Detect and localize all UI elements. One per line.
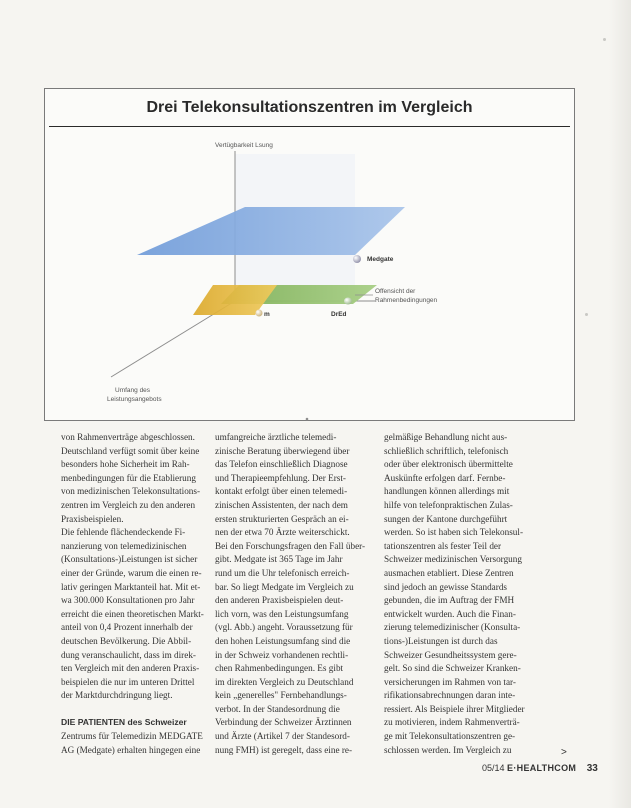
text-column-2 [215, 431, 365, 757]
text-line: zentren im Vergleich zu den anderen [61, 499, 196, 510]
text-line: Zentrums für Telemedizin MEDGATE [61, 731, 203, 742]
text-line: (Konsultations-)Leistungen ist sicher [61, 554, 198, 565]
text-line: umfangreiche ärztliche telemedi- [215, 432, 337, 442]
issue-number: 05/14 [482, 763, 505, 773]
text-line: Verbindung der Schweizer Ärztinnen [215, 717, 352, 728]
text-line: nanzierung von telemedizinischen [61, 540, 187, 551]
m-marker [256, 310, 263, 317]
text-line: zierung telemedizinischer (Konsulta- [384, 622, 521, 633]
text-line: bar. So liegt Medgate im Vergleich zu [215, 581, 354, 592]
text-line: Schweizer medizinischen Versorgung [384, 554, 522, 565]
axis-top-label: Vertügbarkeit Lsung [215, 142, 273, 149]
medgate-plane [137, 207, 405, 255]
tick-dot [306, 418, 309, 421]
text-line: gebunden, die im Auftrag der FMH [384, 595, 515, 606]
text-line: versicherungen im Rahmen von tar- [384, 676, 516, 687]
text-line: ge mit Telekonsultationszentren ge- [384, 731, 516, 742]
text-line: den hohen Leistungsumfang sind die [215, 635, 351, 646]
text-line: rifikationsabrechnungen daran inte- [384, 690, 516, 701]
medgate-label: Medgate [367, 256, 394, 263]
magazine-brand: E·HEALTHCOM [507, 763, 577, 773]
axis-right-label-line1: Offensicht der [375, 288, 416, 295]
dred-marker [344, 298, 352, 305]
medgate-marker [353, 255, 361, 263]
text-line: kontakt erfolgt über einen telemedi- [215, 486, 348, 497]
text-line: schlossen werden. Im Vergleich zu [384, 744, 512, 755]
text-line: werden. So ist haben sich Telekonsul- [384, 527, 524, 538]
text-line: tions-)Leistungen ist durch das [384, 635, 498, 646]
telecon-3d-diagram [45, 89, 576, 422]
text-line: entwickelt wurden. Auch die Finan- [384, 608, 516, 619]
page-edge-shadow [609, 0, 631, 808]
text-line: tationszentren als fester Teil der [384, 540, 502, 551]
text-line: (vgl. Abb.) angeht. Voraussetzung für [215, 622, 353, 633]
text-line [61, 703, 211, 717]
text-line: Praxisbeispielen. [61, 513, 124, 524]
text-line: ten Vergleich mit den anderen Praxis- [61, 663, 200, 674]
text-line: rund um die Uhr telefonisch erreich- [215, 567, 350, 578]
text-line: ersten strukturierten Gespräch an ei- [215, 513, 349, 524]
page-footer [482, 763, 598, 774]
text-line: Bei den Forschungsfragen den Fall über- [215, 540, 365, 551]
text-line: besonders hohe Sicherheit im Rah- [61, 459, 190, 470]
text-line: wa 300.000 Konsultationen pro Jahr [61, 595, 195, 606]
axis-bottom-label-line2: Leistungsangebots [107, 396, 162, 403]
text-line: kein „generelles" Fernbehandlungs- [215, 690, 347, 701]
text-line: und Ärzte (Artikel 7 der Standesord- [215, 731, 350, 742]
text-line: sungen der Kantone durchgeführt [384, 513, 508, 524]
text-line: gibt. Medgate ist 365 Tage im Jahr [215, 554, 343, 565]
text-line: hilfe von telefonpraktischen Zulas- [384, 499, 513, 510]
figure-title: Drei Telekonsultationszentren im Vergleich [146, 99, 473, 116]
text-line: anteil von 0,4 Prozent innerhalb der [61, 622, 193, 633]
text-line: ausmachen etabliert. Diese Zentren [384, 567, 514, 578]
text-line: AG (Medgate) erhalten hingegen eine [61, 744, 201, 755]
text-line: zu motivieren, indem Rahmenverträ- [384, 717, 520, 728]
comparison-figure [44, 88, 575, 421]
text-line: Auskünfte erfolgen darf. Fernbe- [384, 472, 506, 483]
text-line: gelt. So sind die Schweizer Kranken- [384, 663, 521, 674]
text-line: ressiert. Als Beispiele ihrer Mitglieder [384, 703, 525, 714]
text-line: nung FMH) ist geregelt, dass eine re- [215, 744, 353, 755]
axis-bottom-label-line1: Umfang des [115, 387, 151, 394]
text-line: verbot. In der Standesordnung die [215, 703, 340, 714]
text-line: handlungen können allerdings mit [384, 486, 510, 497]
text-line: schließlich schriftlich, telefonisch [384, 445, 509, 456]
text-line: erreicht die einen theoretischen Markt- [61, 608, 204, 619]
text-line: von Rahmenverträge abgeschlossen. [61, 432, 195, 442]
m-label: m [264, 311, 270, 318]
text-column-1 [61, 431, 211, 757]
text-line: sind jedoch an gewisse Standards [384, 581, 507, 592]
text-line: das Telefon einschließlich Diagnose [215, 459, 348, 470]
text-line: einer der Gründe, warum die einen re- [61, 567, 202, 578]
dred-label: DrEd [331, 311, 347, 318]
axis-right-label-line2: Rahmenbedingungen [375, 297, 438, 304]
text-line: deutschen Bevölkerung. Die Abbil- [61, 635, 192, 646]
page-number: 33 [586, 763, 598, 774]
text-line: zinische Beratung überwiegend über [215, 445, 350, 456]
text-line: beispielen die nur im unteren Drittel [61, 676, 195, 687]
text-line: im direkten Vergleich zu Deutschland [215, 676, 354, 687]
text-line: dung veranschaulicht, dass im direk- [61, 649, 196, 660]
text-line: von medizinischen Telekonsultations- [61, 486, 201, 497]
text-line: gelmäßige Behandlung nicht aus- [384, 432, 508, 442]
text-line: in der Schweiz vorhandenen rechtli- [215, 649, 349, 660]
text-line: und Therapieempfehlung. Der Erst- [215, 472, 346, 483]
text-column-3 [384, 431, 542, 757]
continue-arrow: > [561, 747, 567, 758]
text-line: Die fehlende flächendeckende Fi- [61, 527, 186, 538]
text-line: Schweizer Gesundheitssystem gere- [384, 649, 517, 660]
scan-speck [585, 313, 588, 316]
scan-speck [603, 38, 606, 41]
text-line: lich vorn, was den Leistungsumfang [215, 608, 349, 619]
text-line: lativ geringen Marktanteil hat. Mit et- [61, 581, 201, 592]
text-line: oder über elektronisch übermittelte [384, 459, 513, 470]
text-line: nen der etwa 70 Ärzte weiterschickt. [215, 527, 350, 538]
text-line: zinischen Assistenten, der nach dem [215, 499, 348, 510]
text-line: der Marktdurchdringung liegt. [61, 690, 173, 701]
text-line: den anderen Praxisbeispielen deut- [215, 595, 344, 606]
text-line: DIE PATIENTEN des Schweizer [61, 717, 187, 728]
text-line: menbedingungen für die Etablierung [61, 472, 196, 483]
text-line: chen Rahmenbedingungen. Es gibt [215, 663, 344, 674]
text-line: Deutschland verfügt somit über keine [61, 445, 200, 456]
